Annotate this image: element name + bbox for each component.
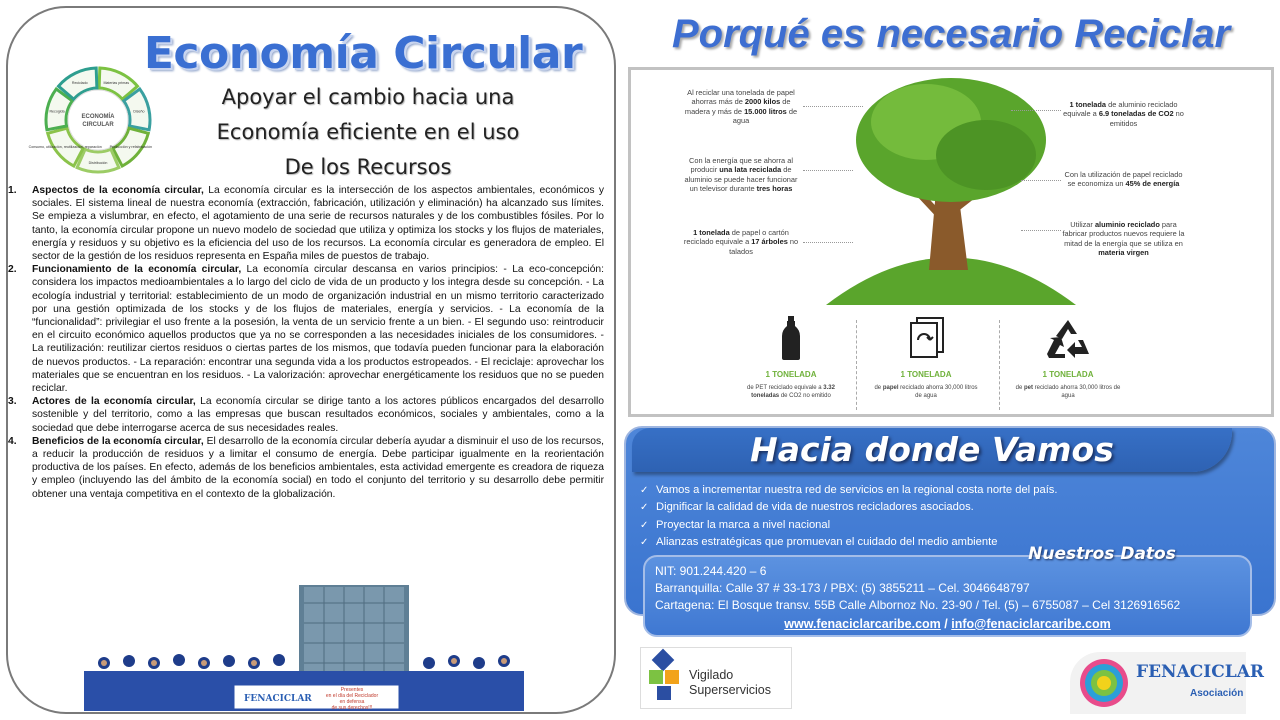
superservicios-icon: [645, 652, 683, 706]
section-item: [8, 435, 604, 501]
paper-recycle-icon: [909, 318, 945, 358]
subtitle-line: Economía eficiente en el uso: [216, 120, 520, 144]
section-heading: Actores de la economía circular,: [32, 396, 196, 408]
link-separator: /: [944, 616, 948, 631]
ton-desc: de PET reciclado equivale a 3.32 toneladas de CO2 no emitido: [747, 385, 835, 399]
checkmark-icon: ✓: [640, 519, 649, 531]
checkmark-icon: ✓: [640, 485, 649, 496]
fact-right-2: Con la utilización de papel reciclado se economiza un 45% de energía: [1064, 170, 1183, 189]
diagram-center-line2: CIRCULAR: [82, 122, 114, 128]
diagram-segment-label: Consumo, utilización, reutilización, reparación: [28, 145, 102, 150]
section-item: [8, 184, 604, 263]
nit-line: NIT: 901.244.420 – 6: [655, 564, 767, 578]
fact-left-3: 1 tonelada de papel o cartón reciclado equivale a 17 árboles no talados: [683, 228, 799, 256]
list-item: ✓ Dignificar la calidad de vida de nuestros recicladores asociados.: [640, 499, 1260, 516]
hacia-banner: [632, 428, 1232, 472]
ton-label: 1 TONELADA: [765, 370, 817, 379]
section-heading: Aspectos de la economía circular,: [32, 185, 204, 196]
fenaciclar-name: FENACICLAR: [1136, 662, 1265, 682]
recyclers-group-photo: [84, 583, 524, 711]
sections-list: [8, 184, 604, 501]
section-item: [8, 395, 604, 435]
diagram-segment-label: Diseño: [133, 109, 145, 114]
bottle-icon: [781, 316, 801, 360]
subtitle: [178, 80, 558, 185]
list-item: ✓ Proyectar la marca a nivel nacional: [640, 517, 1260, 534]
section-text: La economía circular se dirige tanto a los actores públicos encargados del desarrollo sostenible y del territorio, como a las empresas que buscan resultados económicos, sociales y ambientales, como a la sociedad que debe interrogarse acerca de sus necesidades reales.: [32, 396, 604, 434]
photo-banner-line: en defensa: [339, 699, 365, 705]
photo-banner-line: de sus derechos!!!: [331, 705, 373, 711]
section-number: 1.: [8, 185, 17, 196]
datos-title: Nuestros Datos: [1028, 544, 1176, 564]
diagram-segment-label: Producción y refabricación: [109, 145, 153, 150]
recycling-infographic: [628, 67, 1274, 417]
section-number: 4.: [8, 435, 17, 447]
connector-line: [803, 170, 853, 171]
vigilado-superservicios-logo: [640, 647, 792, 709]
fact-right-1: 1 tonelada de aluminio reciclado equivale a 6.9 toneladas de CO2 no emitidos: [1063, 100, 1184, 128]
fact-right-3: Utilizar aluminio reciclado para fabricar productos nuevos requiere la mitad de la energía que se utiliza en materia virgen: [1062, 220, 1185, 258]
datos-panel: [643, 555, 1252, 637]
section-number: 2.: [8, 264, 17, 276]
ton-desc: de papel reciclado ahorra 30,000 litros de agua: [874, 385, 978, 399]
separator: [999, 320, 1000, 410]
barranquilla-line: Barranquilla: Calle 37 # 33-173 / PBX: (5) 3855211 – Cel. 3046648797: [655, 581, 1030, 596]
photo-banner-line: en el día del Reciclador: [325, 693, 379, 699]
list-item: ✓ Vamos a incrementar nuestra red de servicios en la regional costa norte del país.: [640, 482, 1260, 499]
diagram-segment-label: Reciclado: [71, 81, 88, 86]
reciclar-title: Porqué es necesario Reciclar: [671, 12, 1231, 56]
ton-label: 1 TONELADA: [1042, 370, 1094, 379]
checkmark-icon: ✓: [640, 502, 649, 514]
section-heading: Beneficios de la economía circular,: [32, 435, 204, 447]
checkmark-icon: ✓: [640, 536, 649, 548]
diagram-center-line1: ECONOMÍA: [81, 114, 115, 120]
diagram-segment-label: Materias primas: [103, 81, 130, 86]
hacia-list: [640, 482, 1260, 551]
section-text: La economía circular descansa en varios principios: - La eco-concepción: considera los impactos medioambientales a lo largo del ciclo de vida de un producto y los integra desde su concepción. - La ecología industrial y territorial: establecimiento de un modo de organización industrial en un mismo territorio caracterizado por una gestión optimizada de los stocks y de los flujos de materiales, energía y servicios. - La economía de la “funcionalidad”: privilegiar el uso frente a la posesión, la venta de un servicio frente a un bien. - El segundo uso: reintroducir en el circuito económico aquellos productos que ya no se corresponden a las necesidades iniciales de los consumidores. - La reutilización: reutilizar ciertos residuos o ciertas partes de los mismos, que todavía pueden funcionar para la elaboración de nuevos productos. - La reparación: encontrar una segunda vida a los productos estropeados. - El reciclaje: aprovechar los materiales que se encuentran en los residuos. - La valorización: aprovechar energéticamente los residuos que no se pueden reciclar.: [32, 264, 605, 395]
list-item: ✓ Alianzas estratégicas que promuevan el cuidado del medio ambiente: [640, 534, 1260, 551]
contact-links: [655, 615, 1240, 633]
connector-line: [1011, 110, 1061, 111]
vigilado-text: Vigilado Superservicios: [689, 668, 771, 697]
separator: [856, 320, 857, 410]
section-text: La economía circular es la intersección de los aspectos ambientales, económicos y sociales. El sistema lineal de nuestra economía (extracción, fabricación, utilización y eliminación) ha alcanzado sus límites. Se empieza a vislumbrar, en efecto, el agotamiento de una serie de recursos naturales y de los combustibles fósiles. Por lo tanto, la economía circular propone un nuevo modelo de sociedad que utiliza y optimiza los stocks y los flujos de materiales, energía y residuos y su objetivo es la eficiencia del uso de los recursos. La economía circular es generadora de empleo. El sector de la gestión de los residuos representa en España miles de puestos de trabajo.: [32, 185, 604, 263]
connector-line: [1021, 180, 1061, 181]
subtitle-line: De los Recursos: [284, 155, 452, 179]
photo-banner-brand: FENACICLAR: [244, 694, 312, 704]
ton-label: 1 TONELADA: [900, 370, 952, 379]
recycle-icon: [1045, 318, 1091, 360]
connector-line: [1021, 230, 1061, 231]
cartagena-line: Cartagena: El Bosque transv. 55B Calle Albornoz No. 23-90 / Tel. (5) – 6755087 – Cel 3126916562: [655, 598, 1181, 613]
subtitle-line: Apoyar el cambio hacia una: [221, 85, 515, 109]
photo-banner-line: Presentes: [340, 687, 364, 693]
website-link[interactable]: www.fenaciclarcaribe.com: [784, 616, 941, 631]
email-link[interactable]: info@fenaciclarcaribe.com: [951, 616, 1111, 631]
section-number: 3.: [8, 396, 17, 408]
section-item: [8, 263, 604, 395]
fact-left-1: Al reciclar una tonelada de papel ahorras más de 2000 kilos de madera y más de 15.000 litros de agua: [684, 88, 798, 126]
section-text: El desarrollo de la economía circular debería ayudar a disminuir el uso de los recursos, a reducir la producción de residuos y a limitar el consumo de energía. Debe participar igualmente en la reorientación productiva de los países. En efecto, además de los beneficios ambientales, esta actividad emergente es creadora de riqueza y empleo (incluyendo las del ámbito de la economía social) en todo el conjunto del territorio y su desarrollo debe permitir obtener una ventaja competitiva en el contexto de la globalización.: [32, 435, 605, 500]
fenaciclar-logo: [1070, 652, 1265, 714]
fenaciclar-sub: Asociación: [1190, 688, 1244, 699]
connector-line: [803, 106, 863, 107]
fact-left-2: Con la energía que se ahorra al producir una lata reciclada de aluminio se puede hacer funcionar un televisor durante tres horas: [684, 156, 798, 194]
fenaciclar-emblem-icon: [1076, 656, 1132, 710]
diagram-segment-label: Distribución: [88, 161, 108, 165]
section-heading: Funcionamiento de la economía circular,: [32, 264, 242, 276]
connector-line: [803, 242, 853, 243]
left-panel: [6, 6, 616, 714]
hacia-title: Hacia donde Vamos: [750, 430, 1114, 469]
diagram-segment-label: Recogida: [49, 109, 65, 114]
ton-desc: de pet reciclado ahorra 30,000 litros de agua: [1015, 385, 1121, 399]
economia-circular-title: Economía Circular: [143, 28, 583, 79]
